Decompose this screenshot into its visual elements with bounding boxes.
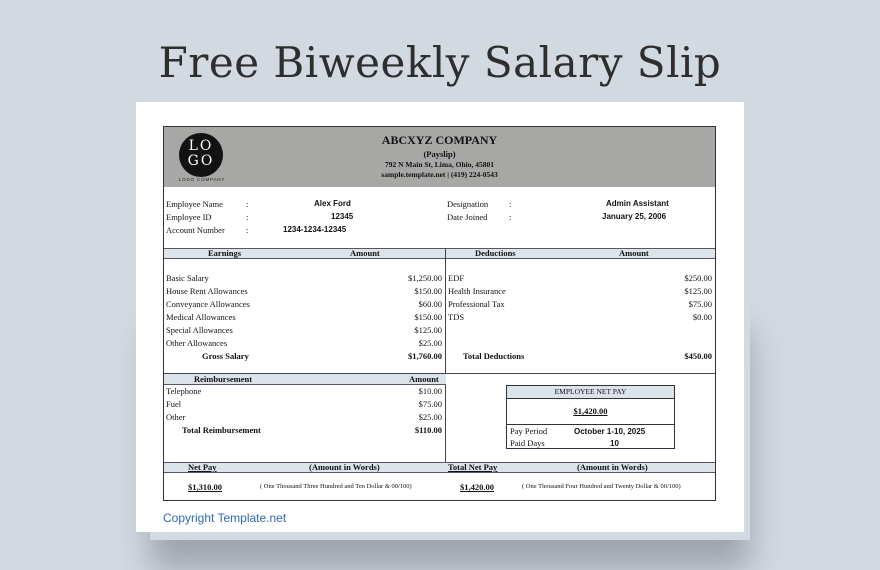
deduction-label: TDS xyxy=(448,312,465,322)
account-number: 1234-1234-12345 xyxy=(283,225,347,234)
paid-days-label: Paid Days xyxy=(510,438,545,448)
earning-label: Medical Allowances xyxy=(166,312,236,322)
paid-days: 10 xyxy=(610,439,619,448)
colon: : xyxy=(509,199,512,209)
deduction-amount: $75.00 xyxy=(688,299,712,309)
page-title: Free Biweekly Salary Slip xyxy=(158,38,722,87)
company-address: 792 N Main St, Lima, Ohio, 45801 xyxy=(385,160,494,169)
earning-label: Basic Salary xyxy=(166,273,209,283)
account-number-label: Account Number xyxy=(166,225,225,235)
colon: : xyxy=(509,212,512,222)
net-pay-label: Net Pay xyxy=(188,462,217,472)
employee-id: 12345 xyxy=(331,212,354,221)
employee-name-label: Employee Name xyxy=(166,199,223,209)
deduction-label: Professional Tax xyxy=(448,299,505,309)
earning-amount: $1,250.00 xyxy=(408,273,442,283)
logo-company-text: LOGO COMPANY xyxy=(178,177,226,182)
colon: : xyxy=(246,199,249,209)
colon: : xyxy=(246,225,249,235)
amount-in-words-label: (Amount in Words) xyxy=(577,462,648,472)
employee-net-pay-box xyxy=(506,385,675,449)
company-subtitle: (Payslip) xyxy=(423,149,456,159)
date-joined: January 25, 2006 xyxy=(602,212,667,221)
total-deductions-label: Total Deductions xyxy=(463,351,525,361)
amount-in-words-label: (Amount in Words) xyxy=(309,462,380,472)
company-name: ABCXYZ COMPANY xyxy=(381,133,498,147)
reimbursement-amount: $10.00 xyxy=(418,386,442,396)
net-pay-divider xyxy=(507,424,674,425)
employee-id-label: Employee ID xyxy=(166,212,212,222)
deductions-amount-header: Amount xyxy=(619,248,649,258)
copyright-link[interactable]: Copyright Template.net xyxy=(163,511,287,525)
net-pay: $1,310.00 xyxy=(188,482,222,492)
reimbursement-header: Reimbursement xyxy=(194,374,253,384)
designation: Admin Assistant xyxy=(606,199,669,208)
earning-label: Special Allowances xyxy=(166,325,233,335)
reimbursement-label: Fuel xyxy=(166,399,182,409)
employee-net-pay-amount: $1,420.00 xyxy=(573,406,608,416)
total-net-pay: $1,420.00 xyxy=(460,482,494,492)
designation-label: Designation xyxy=(447,199,489,209)
total-reimbursement-label: Total Reimbursement xyxy=(182,425,261,435)
earning-label: House Rent Allowances xyxy=(166,286,248,296)
salary-slip-card xyxy=(136,102,744,532)
reimbursement-amount: $25.00 xyxy=(418,412,442,422)
pay-period: October 1-10, 2025 xyxy=(574,427,646,436)
reimbursement-amount-header: Amount xyxy=(409,374,439,384)
deduction-amount: $250.00 xyxy=(684,273,712,283)
total-reimbursement: $110.00 xyxy=(414,425,442,435)
earning-amount: $150.00 xyxy=(414,312,442,322)
logo-text-line1: LO xyxy=(188,138,214,154)
deduction-amount: $125.00 xyxy=(684,286,712,296)
earning-amount: $60.00 xyxy=(418,299,442,309)
center-divider xyxy=(445,248,446,462)
salary-slip xyxy=(163,126,716,501)
pay-period-label: Pay Period xyxy=(510,426,548,436)
earning-amount: $25.00 xyxy=(418,338,442,348)
reimbursement-label: Other xyxy=(166,412,186,422)
company-contact: sample.template.net | (419) 224-0543 xyxy=(381,170,498,179)
deduction-amount: $0.00 xyxy=(692,312,712,322)
total-net-pay-label: Total Net Pay xyxy=(448,462,498,472)
deductions-header: Deductions xyxy=(475,248,516,258)
gross-salary-label: Gross Salary xyxy=(202,351,249,361)
logo-text-line2: GO xyxy=(187,153,215,169)
colon: : xyxy=(246,212,249,222)
earning-amount: $125.00 xyxy=(414,325,442,335)
earning-amount: $150.00 xyxy=(414,286,442,296)
earnings-amount-header: Amount xyxy=(350,248,380,258)
employee-net-pay-header: EMPLOYEE NET PAY xyxy=(507,386,674,399)
deduction-label: Health Insurance xyxy=(448,286,506,296)
total-net-pay-words: ( One Thousand Four Hundred and Twenty Dollar & 00/100) xyxy=(522,483,681,490)
employee-name: Alex Ford xyxy=(314,199,351,208)
total-deductions: $450.00 xyxy=(684,351,712,361)
reimbursement-label: Telephone xyxy=(166,386,202,396)
reimbursement-amount: $75.00 xyxy=(418,399,442,409)
earning-label: Other Allowances xyxy=(166,338,228,348)
earning-label: Conveyance Allowances xyxy=(166,299,250,309)
company-header xyxy=(164,127,715,187)
deduction-label: EDF xyxy=(448,273,465,283)
net-pay-words: ( One Thousand Three Hundred and Ten Dollar & 00/100) xyxy=(260,483,412,490)
gross-salary: $1,760.00 xyxy=(408,351,442,361)
earnings-header: Earnings xyxy=(208,248,242,258)
date-joined-label: Date Joined xyxy=(447,212,488,222)
